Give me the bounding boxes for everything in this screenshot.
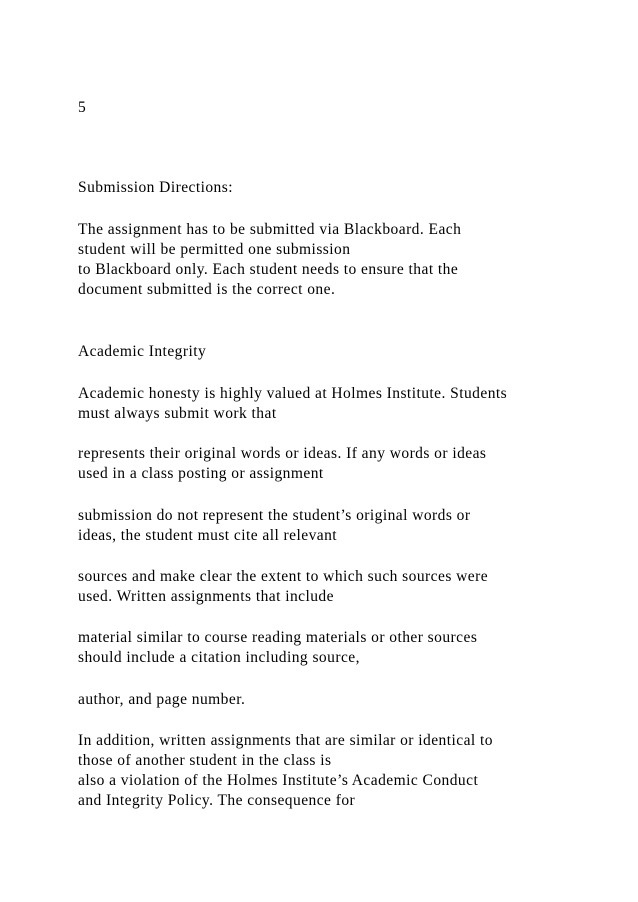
paragraph-line: author, and page number. (78, 691, 246, 708)
paragraph-line: to Blackboard only. Each student needs to ensure that the (78, 261, 459, 278)
page-number: 5 (78, 99, 87, 116)
paragraph-line: Academic honesty is highly valued at Holmes Institute. Students (78, 385, 508, 402)
paragraph-line: must always submit work that (78, 405, 277, 422)
paragraph-line: represents their original words or ideas. If any words or ideas (78, 445, 487, 462)
paragraph-line: The assignment has to be submitted via Blackboard. Each (78, 221, 462, 238)
paragraph-line: material similar to course reading materials or other sources (78, 629, 478, 646)
paragraph-line: should include a citation including source, (78, 649, 360, 666)
paragraph-line: In addition, written assignments that are similar or identical to (78, 732, 493, 749)
paragraph-line: used. Written assignments that include (78, 588, 334, 605)
paragraph-line: submission do not represent the student’s original words or (78, 507, 471, 524)
paragraph-line: student will be permitted one submission (78, 241, 351, 258)
integrity-heading: Academic Integrity (78, 343, 207, 360)
submission-heading: Submission Directions: (78, 179, 234, 196)
paragraph-line: those of another student in the class is (78, 752, 332, 769)
paragraph-line: ideas, the student must cite all relevant (78, 527, 338, 544)
paragraph-line: document submitted is the correct one. (78, 281, 336, 298)
paragraph-line: and Integrity Policy. The consequence for (78, 792, 356, 809)
paragraph-line: used in a class posting or assignment (78, 465, 324, 482)
paragraph-line: also a violation of the Holmes Institute’s Academic Conduct (78, 772, 479, 789)
paragraph-line: sources and make clear the extent to which such sources were (78, 568, 489, 585)
